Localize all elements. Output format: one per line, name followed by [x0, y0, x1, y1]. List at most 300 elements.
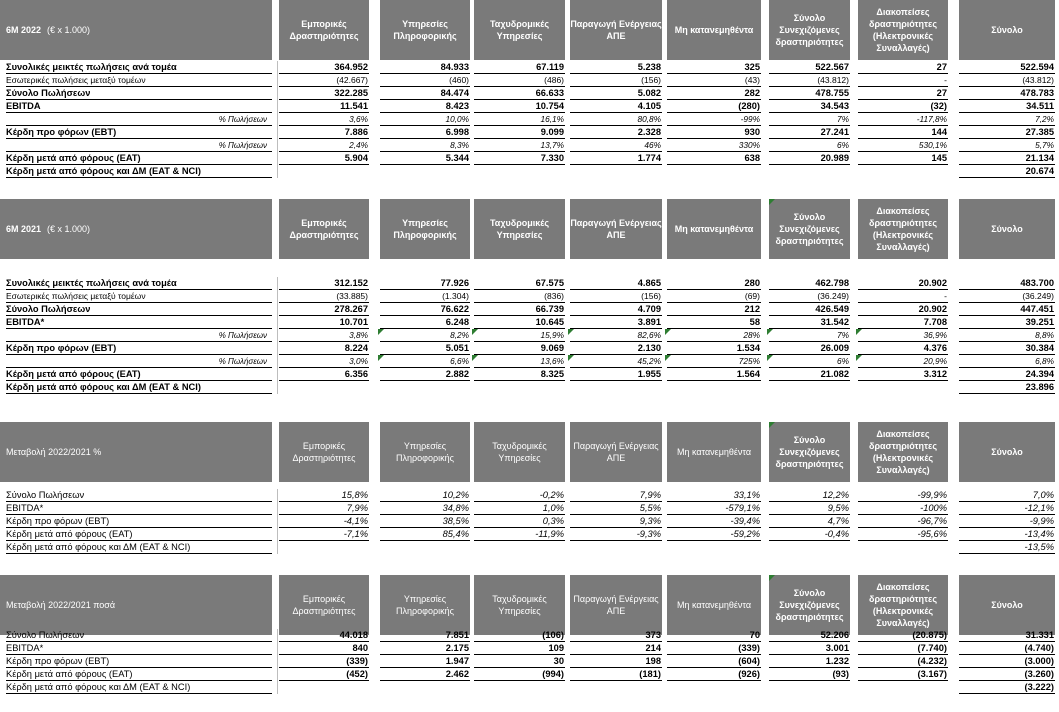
column-header: Υπηρεσίες Πληροφορικής — [380, 0, 470, 60]
row-value: (42.667) — [336, 75, 368, 85]
row-value: 24.394 — [1025, 369, 1054, 379]
row-value — [767, 681, 852, 694]
row-value: 1,0% — [542, 503, 564, 513]
row-value: 522.594 — [1020, 62, 1054, 72]
table-row — [0, 303, 1059, 316]
row-value: 2.328 — [637, 127, 661, 137]
row-value: 3.312 — [923, 369, 947, 379]
row-value: (3.167) — [917, 669, 947, 679]
row-value: 312.152 — [334, 278, 368, 288]
row-value: 212 — [744, 304, 760, 314]
cell-note-marker — [769, 575, 775, 581]
row-value — [378, 681, 472, 694]
column-header: Υπηρεσίες Πληροφορικής — [380, 422, 470, 482]
row-value: 31.331 — [1025, 630, 1054, 640]
row-value: (460) — [449, 75, 469, 85]
row-value — [856, 165, 950, 178]
table-row — [0, 290, 1059, 303]
table-row — [0, 126, 1059, 139]
row-value: 7.708 — [923, 317, 947, 327]
row-value: -4,1% — [343, 516, 368, 526]
row-value: 52.206 — [820, 630, 849, 640]
row-value: 11.541 — [340, 101, 368, 111]
row-value: (36.249) — [1022, 291, 1054, 301]
row-value — [568, 165, 664, 178]
cell-note-marker — [472, 329, 478, 335]
row-value: 198 — [645, 656, 661, 666]
row-rule — [959, 177, 1055, 178]
row-value: (20.875) — [912, 630, 947, 640]
row-value: 214 — [645, 643, 661, 653]
row-value: 5.344 — [445, 153, 469, 163]
column-header: Σύνολο — [959, 422, 1055, 482]
row-value: 20.902 — [918, 304, 947, 314]
row-value: 77.926 — [440, 278, 469, 288]
row-value: 20,9% — [923, 356, 947, 366]
cell-note-marker — [665, 329, 671, 335]
cell-note-marker — [769, 199, 775, 205]
row-value: 6.356 — [344, 369, 368, 379]
row-value: 13,6% — [540, 356, 564, 366]
row-value: 7% — [837, 114, 849, 124]
row-value: 4.865 — [637, 278, 661, 288]
row-value: 483.700 — [1020, 278, 1054, 288]
row-value: 10.645 — [535, 317, 564, 327]
row-value: 8.224 — [344, 343, 368, 353]
column-header: Εμπορικές Δραστηριότητες — [279, 199, 369, 259]
row-value: -0,4% — [824, 529, 849, 539]
row-value — [277, 381, 371, 394]
table-row — [0, 277, 1059, 290]
row-value: 8.325 — [540, 369, 564, 379]
row-label: % Πωλήσεων — [218, 141, 267, 150]
column-header: Σύνολο Συνεχιζόμενες δραστηριότητες — [769, 575, 850, 635]
table-row — [0, 355, 1059, 368]
row-value: 6,6% — [450, 356, 469, 366]
row-value: 15,9% — [540, 330, 564, 340]
row-rule — [6, 393, 272, 394]
row-value: 4,7% — [827, 516, 849, 526]
row-value: 7,9% — [346, 503, 368, 513]
row-value: 27.241 — [820, 127, 849, 137]
row-value: 36,9% — [923, 330, 947, 340]
row-value: 21.082 — [820, 369, 849, 379]
row-value: 426.549 — [815, 304, 849, 314]
row-value: 2.130 — [637, 343, 661, 353]
row-value: (486) — [544, 75, 564, 85]
row-value: 5.051 — [445, 343, 469, 353]
row-value: (7.740) — [917, 643, 947, 653]
row-value: 10.701 — [339, 317, 368, 327]
row-value: (1.304) — [442, 291, 469, 301]
column-header: Υπηρεσίες Πληροφορικής — [380, 199, 470, 259]
row-value: -579,1% — [725, 503, 760, 513]
row-value: 21.134 — [1025, 153, 1054, 163]
row-label: % Πωλήσεων — [218, 357, 267, 366]
row-value: - — [944, 75, 947, 85]
row-value: 30 — [553, 656, 564, 666]
row-label: Κέρδη προ φόρων (EBT) — [6, 343, 117, 353]
row-value: 26.009 — [820, 343, 849, 353]
row-value: 3,6% — [349, 114, 368, 124]
row-value: 7.851 — [445, 630, 469, 640]
row-value: 9.069 — [540, 343, 564, 353]
row-value: 3.001 — [825, 643, 849, 653]
row-value: 447.451 — [1020, 304, 1054, 314]
table-row — [0, 316, 1059, 329]
table-row — [0, 528, 1059, 541]
row-value: (156) — [641, 75, 661, 85]
row-value: 27 — [936, 62, 947, 72]
table-row — [0, 113, 1059, 126]
row-value: 109 — [548, 643, 564, 653]
table-title-text: 6M 2022 — [6, 25, 42, 35]
row-value: -0,2% — [539, 490, 564, 500]
row-value — [767, 381, 852, 394]
row-label: Κέρδη προ φόρων (EBT) — [6, 516, 110, 526]
table-title-text: Μεταβολή 2022/2021 % — [6, 447, 102, 457]
row-value: 46% — [644, 140, 661, 150]
row-value: -11,9% — [535, 529, 564, 539]
row-label: EBITDA* — [6, 643, 44, 653]
table-row — [0, 152, 1059, 165]
row-value: 76.622 — [440, 304, 469, 314]
column-header: Διακοπείσες δραστηριότητες (Ηλεκτρονικές Συναλλαγές) — [858, 0, 948, 60]
cell-note-marker — [378, 355, 384, 361]
table-row — [0, 165, 1059, 178]
row-value: 2.175 — [445, 643, 469, 653]
row-value: 9,5% — [827, 503, 849, 513]
table-row — [0, 139, 1059, 152]
cell-note-marker — [568, 329, 574, 335]
row-value: 58 — [749, 317, 760, 327]
row-value: (32) — [930, 101, 947, 111]
row-label: Εσωτερικές πωλήσεις μεταξύ τομέων — [6, 291, 146, 301]
row-value: 20.989 — [820, 153, 849, 163]
cell-note-marker — [769, 422, 775, 428]
row-value: 8,3% — [450, 140, 469, 150]
cell-note-marker — [856, 329, 862, 335]
row-value: 84.474 — [440, 88, 469, 98]
table-title — [0, 0, 272, 60]
row-value — [568, 681, 664, 694]
row-value: 364.952 — [334, 62, 368, 72]
row-value: (4.740) — [1024, 643, 1054, 653]
row-label: Κέρδη προ φόρων (EBT) — [6, 127, 117, 137]
row-label: EBITDA* — [6, 503, 44, 513]
row-value: 4.376 — [923, 343, 947, 353]
row-value — [472, 165, 567, 178]
row-value: (43.812) — [1022, 75, 1054, 85]
column-header: Παραγωγή Ενέργειας ΑΠΕ — [570, 575, 662, 635]
row-label: Σύνολο Πωλήσεων — [6, 88, 91, 98]
row-value: 4.105 — [637, 101, 661, 111]
row-value: 638 — [744, 153, 760, 163]
row-rule — [6, 693, 272, 694]
row-rule — [959, 393, 1055, 394]
row-label: Συνολικές μεικτές πωλήσεις ανά τομέα — [6, 278, 177, 288]
row-label: Κέρδη μετά από φόρους (EAT) — [6, 153, 141, 163]
row-value: (33.885) — [336, 291, 368, 301]
column-header: Σύνολο Συνεχιζόμενες δραστηριότητες — [769, 0, 850, 60]
table-title — [0, 199, 272, 259]
row-label: Σύνολο Πωλήσεων — [6, 630, 85, 640]
row-value — [472, 541, 567, 554]
row-rule — [959, 553, 1055, 554]
row-value: 2.882 — [445, 369, 469, 379]
cell-note-marker — [568, 355, 574, 361]
row-value: 280 — [744, 278, 760, 288]
row-value: 8,2% — [450, 330, 469, 340]
row-value: (926) — [738, 669, 760, 679]
row-value: 66.739 — [535, 304, 564, 314]
row-value — [856, 541, 950, 554]
row-value: 1.534 — [736, 343, 760, 353]
row-value: 5,5% — [639, 503, 661, 513]
row-value: -13,4% — [1024, 529, 1054, 539]
row-value: 27.385 — [1025, 127, 1054, 137]
row-value: 1.955 — [637, 369, 661, 379]
table-row — [0, 668, 1059, 681]
row-value — [277, 681, 371, 694]
row-value: 7,2% — [1035, 114, 1054, 124]
row-value: 2.462 — [445, 669, 469, 679]
row-value: 38,5% — [442, 516, 469, 526]
table-row — [0, 381, 1059, 394]
row-value: 6% — [837, 356, 849, 366]
cell-note-marker — [378, 329, 384, 335]
cell-note-marker — [665, 355, 671, 361]
column-header: Σύνολο Συνεχιζόμενες δραστηριότητες — [769, 199, 850, 259]
row-value: (3.000) — [1024, 656, 1054, 666]
row-rule — [6, 177, 272, 178]
row-value: -117,8% — [916, 114, 947, 124]
row-value: 145 — [931, 153, 947, 163]
column-header: Σύνολο — [959, 0, 1055, 60]
row-value: 7.886 — [344, 127, 368, 137]
row-label: Κέρδη μετά από φόρους (EAT) — [6, 369, 141, 379]
row-value: - — [944, 291, 947, 301]
row-value: 15,8% — [341, 490, 368, 500]
row-rule — [6, 553, 272, 554]
row-value — [568, 381, 664, 394]
row-value: 13,7% — [540, 140, 564, 150]
row-value: 20.674 — [1025, 166, 1054, 176]
row-value: 373 — [645, 630, 661, 640]
row-value: (339) — [738, 643, 760, 653]
column-header: Ταχυδρομικές Υπηρεσίες — [474, 575, 565, 635]
row-value — [767, 165, 852, 178]
row-value: 5.238 — [637, 62, 661, 72]
row-value: -7,1% — [343, 529, 368, 539]
table-row — [0, 100, 1059, 113]
column-header: Διακοπείσες δραστηριότητες (Ηλεκτρονικές Συναλλαγές) — [858, 575, 948, 635]
table-row — [0, 541, 1059, 554]
row-value: 70 — [749, 630, 760, 640]
row-value: 930 — [744, 127, 760, 137]
row-value: 330% — [738, 140, 760, 150]
row-value: 30.384 — [1025, 343, 1054, 353]
column-header: Εμπορικές Δραστηριότητες — [279, 575, 369, 635]
row-value: (452) — [346, 669, 368, 679]
row-value: 23.896 — [1025, 382, 1054, 392]
row-value: 80,8% — [637, 114, 661, 124]
row-value: 6% — [837, 140, 849, 150]
row-value — [665, 681, 763, 694]
row-value — [277, 541, 371, 554]
row-label: Συνολικές μεικτές πωλήσεις ανά τομέα — [6, 62, 177, 72]
table-title-text: Μεταβολή 2022/2021 ποσά — [6, 600, 116, 610]
row-label: EBITDA — [6, 101, 41, 111]
cell-note-marker — [472, 355, 478, 361]
table-row — [0, 342, 1059, 355]
column-header: Διακοπείσες δραστηριότητες (Ηλεκτρονικές Συναλλαγές) — [858, 422, 948, 482]
row-value: 2,4% — [349, 140, 368, 150]
row-value: -100% — [920, 503, 947, 513]
column-header: Σύνολο — [959, 575, 1055, 635]
column-header: Ταχυδρομικές Υπηρεσίες — [474, 422, 565, 482]
table-row — [0, 489, 1059, 502]
row-value: 84.933 — [440, 62, 469, 72]
row-value: 8,8% — [1035, 330, 1054, 340]
table-row — [0, 368, 1059, 381]
table-row — [0, 74, 1059, 87]
cell-note-marker — [856, 355, 862, 361]
row-value: 7,9% — [639, 490, 661, 500]
table-row — [0, 629, 1059, 642]
row-label: Σύνολο Πωλήσεων — [6, 304, 91, 314]
row-value: (280) — [738, 101, 760, 111]
row-value — [665, 381, 763, 394]
row-value: 1.564 — [736, 369, 760, 379]
column-header: Μη κατανεμηθέντα — [667, 199, 761, 259]
row-value: 322.285 — [334, 88, 368, 98]
row-value: -13,5% — [1024, 542, 1054, 552]
row-value: 530,1% — [918, 140, 947, 150]
row-value: 4.709 — [637, 304, 661, 314]
row-value: 6,8% — [1035, 356, 1054, 366]
table-row — [0, 502, 1059, 515]
row-value: 325 — [744, 62, 760, 72]
row-value: (69) — [744, 291, 760, 301]
row-value — [665, 165, 763, 178]
row-value: 66.633 — [535, 88, 564, 98]
row-value: 16,1% — [540, 114, 564, 124]
row-value: 44.018 — [339, 630, 368, 640]
row-value: (93) — [832, 669, 849, 679]
row-value: 478.755 — [815, 88, 849, 98]
row-value — [378, 381, 472, 394]
row-value: -9,3% — [636, 529, 661, 539]
table-row — [0, 681, 1059, 694]
row-label: Σύνολο Πωλήσεων — [6, 490, 85, 500]
row-value — [856, 381, 950, 394]
row-value: 82,6% — [637, 330, 661, 340]
row-label: Κέρδη μετά από φόρους (EAT) — [6, 529, 133, 539]
row-value: (339) — [346, 656, 368, 666]
row-label: EBITDA* — [6, 317, 45, 327]
row-value: 12,2% — [822, 490, 849, 500]
row-value: 7,0% — [1032, 490, 1054, 500]
row-value: (3.222) — [1024, 682, 1054, 692]
row-value: (604) — [738, 656, 760, 666]
table-block-2 — [0, 199, 1059, 398]
row-label: Κέρδη μετά από φόρους και ΔΜ (EAT & NCI) — [6, 682, 191, 692]
row-value — [665, 541, 763, 554]
row-value — [568, 541, 664, 554]
row-value: (106) — [542, 630, 564, 640]
row-value: 67.575 — [535, 278, 564, 288]
row-value — [767, 541, 852, 554]
row-value: 3,0% — [349, 356, 368, 366]
table-block-4 — [0, 575, 1059, 698]
row-value: 6.248 — [445, 317, 469, 327]
row-value: 31.542 — [820, 317, 849, 327]
row-value: 7% — [837, 330, 849, 340]
row-value: 1.947 — [445, 656, 469, 666]
row-value: 144 — [931, 127, 947, 137]
row-value: 10,0% — [445, 114, 469, 124]
row-value: 34.511 — [1026, 101, 1054, 111]
cell-note-marker — [767, 355, 773, 361]
row-value — [472, 681, 567, 694]
row-value: -99% — [740, 114, 760, 124]
row-value: 33,1% — [733, 490, 760, 500]
column-header: Ταχυδρομικές Υπηρεσίες — [474, 0, 565, 60]
column-header: Παραγωγή Ενέργειας ΑΠΕ — [570, 199, 662, 259]
row-value: 85,4% — [442, 529, 469, 539]
row-value — [856, 681, 950, 694]
row-value — [472, 381, 567, 394]
row-value: 522.567 — [815, 62, 849, 72]
table-row — [0, 87, 1059, 100]
row-value: 10,2% — [442, 490, 469, 500]
column-header: Εμπορικές Δραστηριότητες — [279, 422, 369, 482]
row-label: % Πωλήσεων — [218, 331, 267, 340]
row-value: 9,3% — [639, 516, 661, 526]
row-value: 5.904 — [344, 153, 368, 163]
table-block-1 — [0, 0, 1059, 182]
row-label: Κέρδη προ φόρων (EBT) — [6, 656, 110, 666]
row-value: 462.798 — [815, 278, 849, 288]
table-block-3 — [0, 422, 1059, 558]
row-value — [378, 165, 472, 178]
row-value: -39,4% — [730, 516, 760, 526]
column-header: Σύνολο — [959, 199, 1055, 259]
row-label: Εσωτερικές πωλήσεις μεταξύ τομέων — [6, 75, 146, 85]
row-value: (43.812) — [817, 75, 849, 85]
table-title — [0, 422, 272, 482]
row-value: -12,1% — [1024, 503, 1054, 513]
row-value: 9.099 — [540, 127, 564, 137]
column-header: Μη κατανεμηθέντα — [667, 422, 761, 482]
table-title — [0, 575, 272, 635]
column-header: Εμπορικές Δραστηριότητες — [279, 0, 369, 60]
table-row — [0, 655, 1059, 668]
row-value: 840 — [352, 643, 368, 653]
row-value: 478.783 — [1020, 88, 1054, 98]
column-header: Υπηρεσίες Πληροφορικής — [380, 575, 470, 635]
table-subtitle: (€ x 1.000) — [47, 224, 91, 234]
row-value: (43) — [744, 75, 760, 85]
row-value: (836) — [544, 291, 564, 301]
row-value: -96,7% — [917, 516, 947, 526]
row-label: Κέρδη μετά από φόρους και ΔΜ (EAT & NCI) — [6, 382, 201, 392]
row-value: -9,9% — [1029, 516, 1054, 526]
row-value: 1.774 — [637, 153, 661, 163]
row-value: 5.082 — [637, 88, 661, 98]
table-title-text: 6M 2021 — [6, 224, 42, 234]
